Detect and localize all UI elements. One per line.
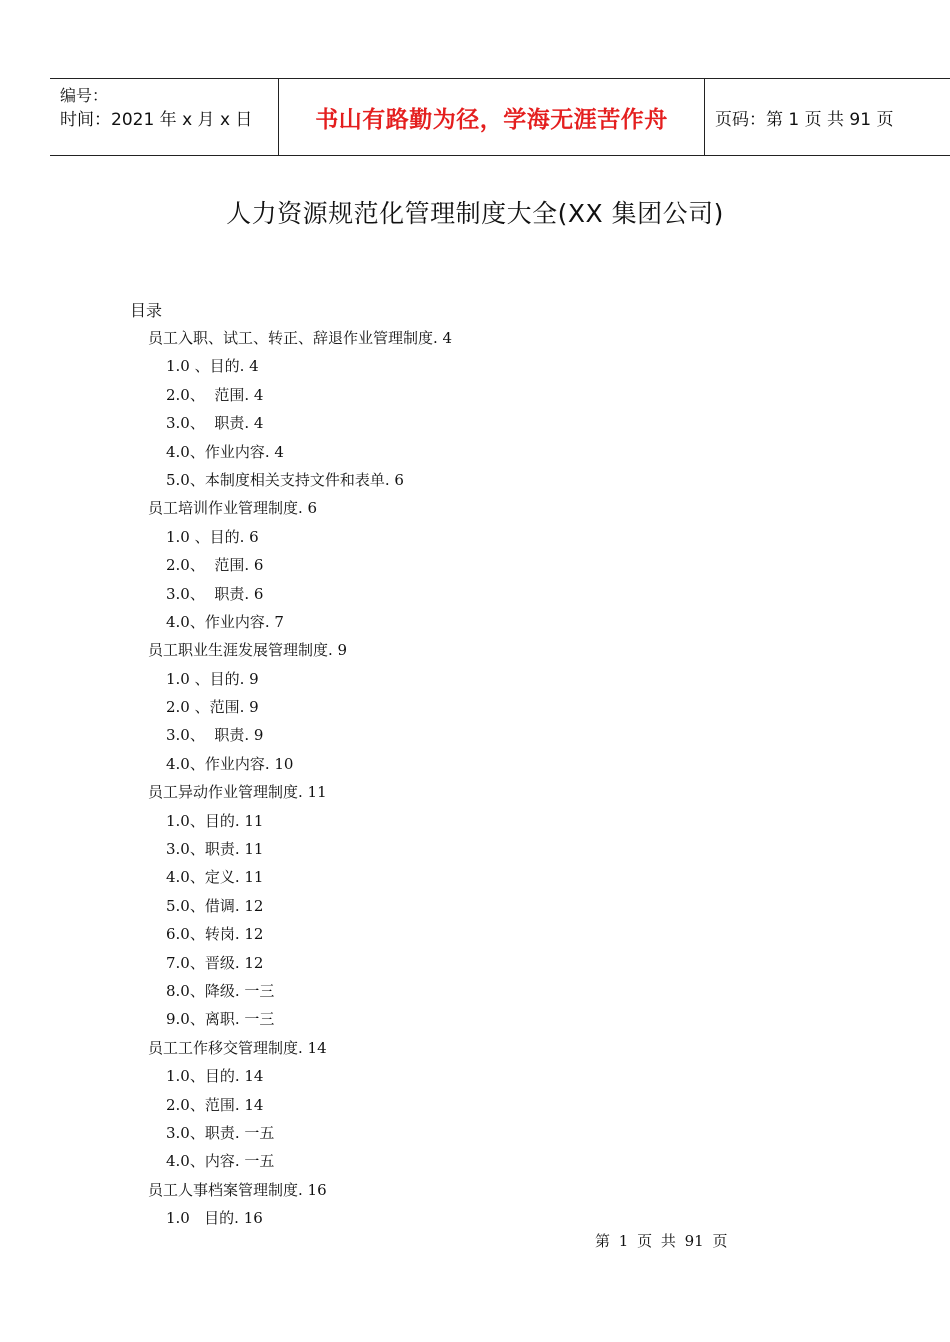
toc-subsection-entry[interactable]: 2.0、范围. 14 [166,1095,264,1114]
toc-section-entry[interactable]: 员工培训作业管理制度. 6 [148,499,318,518]
toc-subsection-entry[interactable]: 3.0、职责. 11 [166,840,264,859]
toc-subsection-entry[interactable]: 1.0 、目的. 6 [166,527,259,546]
toc-subsection-entry[interactable]: 4.0、作业内容. 10 [166,754,294,773]
toc-subsection-entry[interactable]: 1.0 目的. 16 [166,1209,263,1228]
header-page-number: 页码：第 1 页 共 91 页 [715,109,894,130]
document-number-label: 编号： [60,86,109,105]
toc-subsection-entry[interactable]: 7.0、晋级. 12 [166,953,264,972]
toc-section-entry[interactable]: 员工入职、试工、转正、辞退作业管理制度. 4 [148,329,453,347]
toc-subsection-entry[interactable]: 5.0、本制度相关支持文件和表单. 6 [166,470,404,489]
page-footer: 第 1 页 共 91 页 [595,1232,728,1250]
toc-subsection-entry[interactable]: 3.0、职责. 一五 [166,1123,275,1142]
toc-subsection-entry[interactable]: 4.0、定义. 11 [166,868,264,887]
toc-subsection-entry[interactable]: 4.0、作业内容. 7 [166,612,284,631]
toc-subsection-entry[interactable]: 2.0 、范围. 9 [166,698,259,717]
toc-subsection-entry[interactable]: 4.0、内容. 一五 [166,1152,275,1171]
toc-subsection-entry[interactable]: 1.0、目的. 14 [166,1067,264,1086]
document-time-label: 时间：2021 年 x 月 x 日 [60,110,253,130]
toc-subsection-entry[interactable]: 2.0、 范围. 4 [166,385,264,404]
toc-subsection-entry[interactable]: 5.0、借调. 12 [166,896,264,915]
toc-subsection-entry[interactable]: 4.0、作业内容. 4 [166,442,284,461]
toc-section-entry[interactable]: 员工职业生涯发展管理制度. 9 [148,641,348,660]
toc-subsection-entry[interactable]: 3.0、 职责. 6 [166,584,264,603]
toc-subsection-entry[interactable]: 8.0、降级. 一三 [166,981,275,1000]
header-motto: 书山有路勤为径，学海无涯苦作舟 [315,106,668,133]
toc-subsection-entry[interactable]: 2.0、 范围. 6 [166,556,264,575]
toc-subsection-entry[interactable]: 6.0、转岗. 12 [166,925,264,944]
toc-heading: 目录 [130,301,163,320]
toc-subsection-entry[interactable]: 9.0、离职. 一三 [166,1010,275,1029]
header-page-cell [705,79,950,155]
toc-subsection-entry[interactable]: 1.0、目的. 11 [166,811,264,830]
toc-section-entry[interactable]: 员工异动作业管理制度. 11 [148,783,327,802]
document-title: 人力资源规范化管理制度大全(XX 集团公司) [226,199,724,228]
header-meta-cell [50,79,279,155]
toc-subsection-entry[interactable]: 1.0 、目的. 4 [166,357,259,376]
toc-subsection-entry[interactable]: 3.0、 职责. 4 [166,414,264,433]
toc-section-entry[interactable]: 员工工作移交管理制度. 14 [148,1038,327,1057]
toc-section-entry[interactable]: 员工人事档案管理制度. 16 [148,1180,327,1199]
table-of-contents [0,326,950,1235]
header-motto-cell [279,79,705,155]
page-header [50,78,950,156]
toc-subsection-entry[interactable]: 1.0 、目的. 9 [166,669,259,688]
toc-subsection-entry[interactable]: 3.0、 职责. 9 [166,726,264,745]
